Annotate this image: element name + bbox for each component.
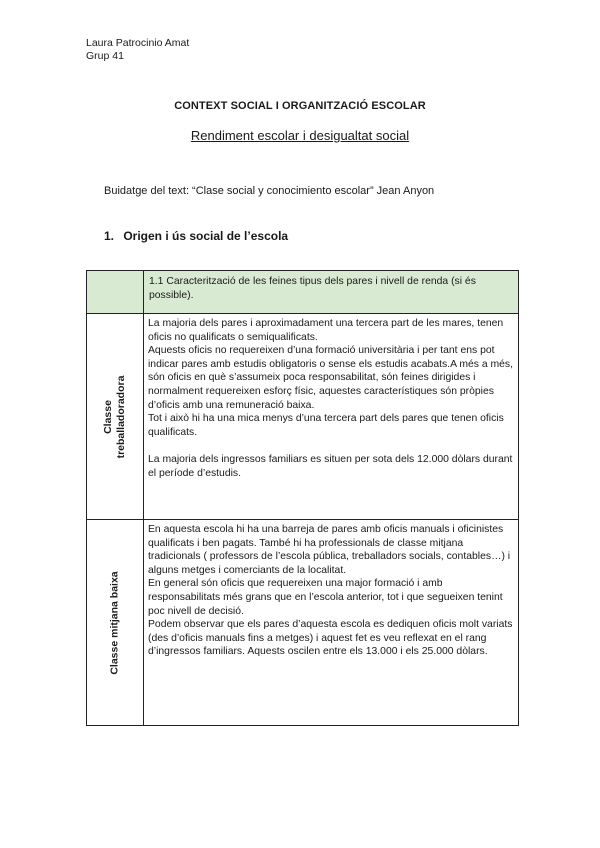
table-row [87,520,519,726]
header-text: 1.1 Caracterització de les feines tipus dels pares i nivell de renda (si és possible). [149,276,476,301]
row-content-cell [144,314,519,520]
paragraph: Aquests oficis no requereixen d’una formació universitària i per tant ens pot indicar pares amb estudis obligatoris o sense els estudis acabats.A més a més, són oficis en què s’assumeix poca responsabilitat, són feines dirigides i normalment requereixen esforç físic, aquestes característiques són pròpies d’oficis amb una remuneració baixa. [148,345,514,411]
header-cell [144,271,519,314]
row-label-cell [87,314,144,520]
paragraph: La majoria dels pares i aproximadament una tercera part de les mares, tenen oficis no qualificats o semiqualificats. [148,318,504,343]
row-content-cell [144,520,519,726]
author-name: Laura Patrocinio Amat [86,37,190,49]
row-label-line: Classe [102,399,114,434]
paragraph: En aquesta escola hi ha una barreja de pares amb oficis manuals i oficinistes qualificats i ben pagats. També hi ha professionals de classe mitjana tradicionals ( professors de l’escola pública, treballadors socials, contables…) i alguns metges i comerciants de la localitat. [148,524,511,576]
document-subtitle: Rendiment escolar i desigualtat social [190,128,410,143]
row-label-cell [87,520,144,726]
table-row [87,314,519,520]
section-title: Origen i ús social de l’escola [123,229,289,243]
row-label [109,571,122,674]
row-label [102,375,128,458]
analysis-table [86,270,519,726]
author-block [86,37,189,63]
paragraph: En general són oficis que requereixen una major formació i amb responsabilitats més grans que en l’escola anterior, tot i que segueixen tenint poc nivell de decisió. [148,578,503,617]
paragraph: Tot i això hi ha una mica menys d’una tercera part dels pares que tenen oficis qualificats. [148,413,504,438]
document-title: CONTEXT SOCIAL I ORGANITZACIÓ ESCOLAR [174,100,426,112]
paragraph-spacer [148,439,514,453]
row-label-line: treballadoradora [115,375,127,458]
section-number: 1. [104,229,115,243]
table-header-row [87,271,519,314]
header-empty-cell [87,271,144,314]
row-label-line: Classe mitjana baixa [108,570,121,675]
section-heading [104,229,288,243]
source-reference: Buidatge del text: “Clase social y conocimiento escolar” Jean Anyon [104,185,435,197]
paragraph: La majoria dels ingressos familiars es situen per sota dels 12.000 dòlars durant el període d’estudis. [148,453,513,479]
author-group: Grup 41 [86,50,124,62]
paragraph: Podem observar que els pares d’aquesta escola es dediquen oficis molt variats (des d’oficis manuals fins a metges) i aquest fet es veu reflexat en el rang d’ingressos familiars. Aquests oscilen entre els 13.000 i els 25.000 dòlars. [148,619,513,658]
